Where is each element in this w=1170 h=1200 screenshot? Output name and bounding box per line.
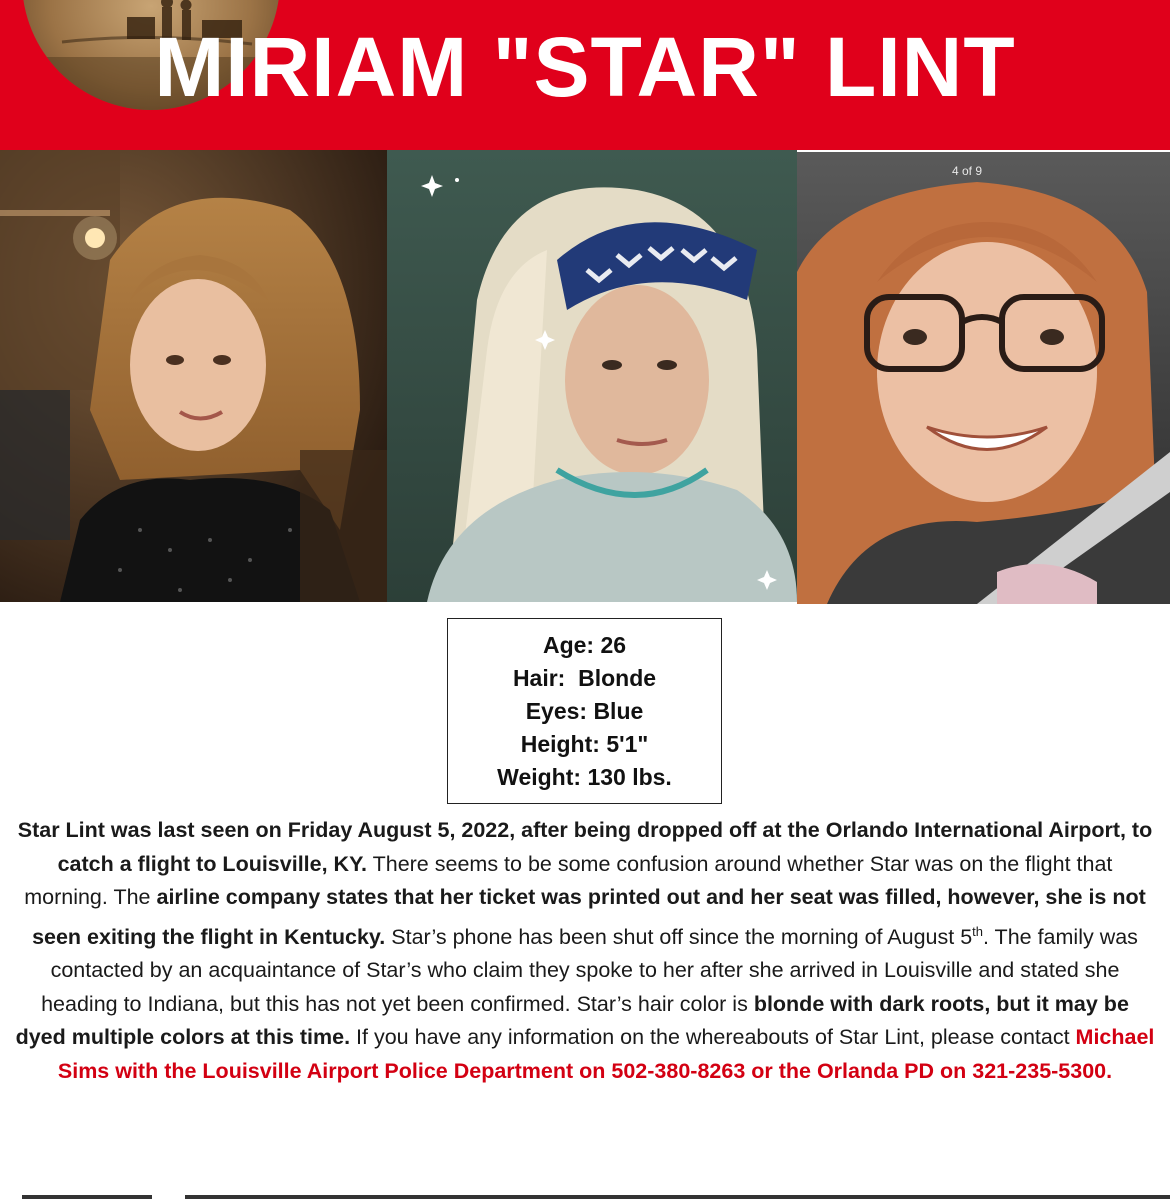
header-banner: [0, 0, 1170, 150]
page-title: MIRIAM "STAR" LINT: [154, 20, 1016, 114]
desc-last-seen: Star Lint was last seen on Friday August 5, 2022, after being dropped off at the Orlando International Airport, to catch a flight to Louisville, KY.: [17, 818, 1153, 876]
desc-confusion: There seems to be some confusion around whether Star was on the flight that morning. The: [24, 851, 1113, 909]
stat-hair: Hair: Blonde: [512, 665, 657, 691]
stat-age: Age: 26: [542, 632, 627, 658]
photo-restaurant: [0, 150, 387, 602]
photo-headband: [387, 150, 797, 602]
stat-eyes: Eyes: Blue: [525, 698, 644, 724]
desc-hair: blonde with dark roots, but it may be dyed multiple colors at this time.: [15, 991, 1129, 1050]
description-paragraph: [14, 814, 1156, 1088]
photo-glasses: [797, 152, 1170, 604]
stats-box: [447, 618, 722, 804]
bottom-divider: [0, 1193, 1170, 1200]
desc-family: . The family was contacted by an acquaintance of Star’s who claim they spoke to her after she arrived in Louisville and stated she heading to Indiana, but this has not yet been confirmed. Star’s hair color is: [41, 924, 1138, 1016]
desc-phone-sup: th: [972, 923, 983, 939]
desc-phone: Star’s phone has been shut off since the morning of August 5: [385, 924, 973, 949]
stat-weight: Weight: 130 lbs.: [497, 764, 672, 790]
photo-counter: 4 of 9: [952, 164, 983, 178]
desc-contact: Michael Sims with the Louisville Airport Police Department on 502-380-8263 or the Orlanda PD on 321-235-5300.: [57, 1025, 1155, 1083]
desc-airline: airline company states that her ticket was printed out and her seat was filled, however, she is not seen exiting the flight in Kentucky.: [32, 885, 1146, 949]
stat-height: Height: 5'1": [520, 731, 649, 757]
desc-info: If you have any information on the whereabouts of Star Lint, please contact: [350, 1025, 1076, 1050]
